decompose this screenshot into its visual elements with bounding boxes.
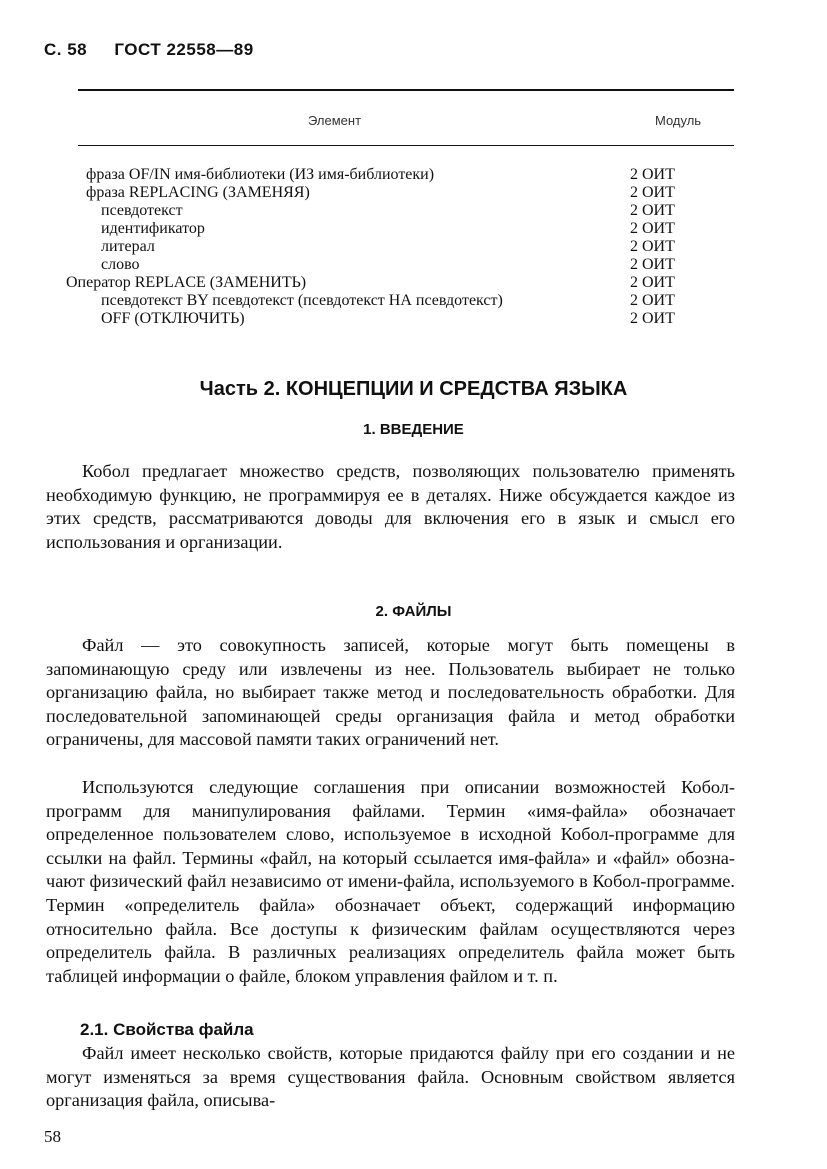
part-title: Часть 2. КОНЦЕПЦИИ И СРЕДСТВА ЯЗЫКА [199,378,628,400]
table-row [0,274,827,292]
introduction-paragraph: Кобол предлагает множество средств, позволяющих пользователю применять необходимую функцию, не программируя ее в деталях. Ниже обсуждается каждое из этих средств, рассматриваются доводы для включения его в язык и смысл его использования и организации. [46,461,735,552]
row-module: 2 ОИТ [630,184,675,201]
page-label: С. 58 [44,40,88,59]
page-number: 58 [44,1127,61,1146]
row-label: слово [101,256,140,273]
row-label: псевдотекст [101,202,183,219]
subsection-title [80,1018,254,1041]
table-row [0,166,827,184]
table-head-rule [78,145,734,146]
row-label: литерал [101,238,155,255]
row-module: 2 ОИТ [630,274,675,291]
row-module: 2 ОИТ [630,256,675,273]
row-module: 2 ОИТ [630,238,675,255]
table-row [0,220,827,238]
subsection-title-text: 2.1. Свойства файла [80,1020,254,1039]
row-label: фраза OF/IN имя-библиотеки (ИЗ имя-библиотеки) [86,166,435,183]
row-module: 2 ОИТ [630,202,675,219]
column-header-element: Элемент [308,113,362,128]
page-header [44,40,254,60]
table-row [0,256,827,274]
file-properties-paragraph: Файл имеет несколько свойств, которые придаются файлу при его создании и не могут изменяться за время существования файла. Основным свойством является организация файла, описыва- [46,1043,735,1111]
column-header-module: Модуль [655,113,702,128]
table-row [0,202,827,220]
row-label: Оператор REPLACE (ЗАМЕНИТЬ) [66,274,307,291]
section-title-files: 2. ФАЙЛЫ [375,603,452,620]
element-table [0,166,827,328]
table-row [0,184,827,202]
row-module: 2 ОИТ [630,310,675,327]
standard-number: ГОСТ 22558—89 [114,40,254,59]
row-label: псевдотекст BY псевдотекст (псевдотекст НА псевдотекст) [101,292,503,309]
table-row [0,310,827,328]
table-row [0,238,827,256]
row-label: идентификатор [101,220,205,237]
row-label: OFF (ОТКЛЮЧИТЬ) [101,310,245,327]
row-module: 2 ОИТ [630,292,675,309]
section-title-introduction: 1. ВВЕДЕНИЕ [363,421,464,438]
row-module: 2 ОИТ [630,166,675,183]
row-module: 2 ОИТ [630,220,675,237]
files-paragraph-1: Файл — это совокупность записей, которые могут быть помещены в запоминающую среду или извлечены из нее. Пользователь выбирает не только организацию файла, но выбирает также метод и последовательность обработки. Для последовательной запоминающей среды организация файла и метод обработки ограничены, для массовой памяти таких ограничений нет. [46,635,735,750]
row-label: фраза REPLACING (ЗАМЕНЯЯ) [86,184,310,201]
header-rule [78,89,734,91]
table-row [0,292,827,310]
files-paragraph-2: Используются следующие соглашения при описании возможностей Кобол-программ для манипулирования файлами. Термин «имя-файла» обозначает определенное пользователем слово, используемое в исходной Кобол-программе для ссылки на файл. Термины «файл, на который ссылается имя-файла» и «файл» обозначают физический файл независимо от имени-файла, используемого в Кобол-программе. Термин «определитель файла» обозначает объект, содержащий информацию относительно файла. Все доступы к физическим файлам осуществляются через определитель файла. В различных реализациях определитель файла может быть таблицей информации о файле, блоком управления файлом и т. п. [46,777,735,986]
